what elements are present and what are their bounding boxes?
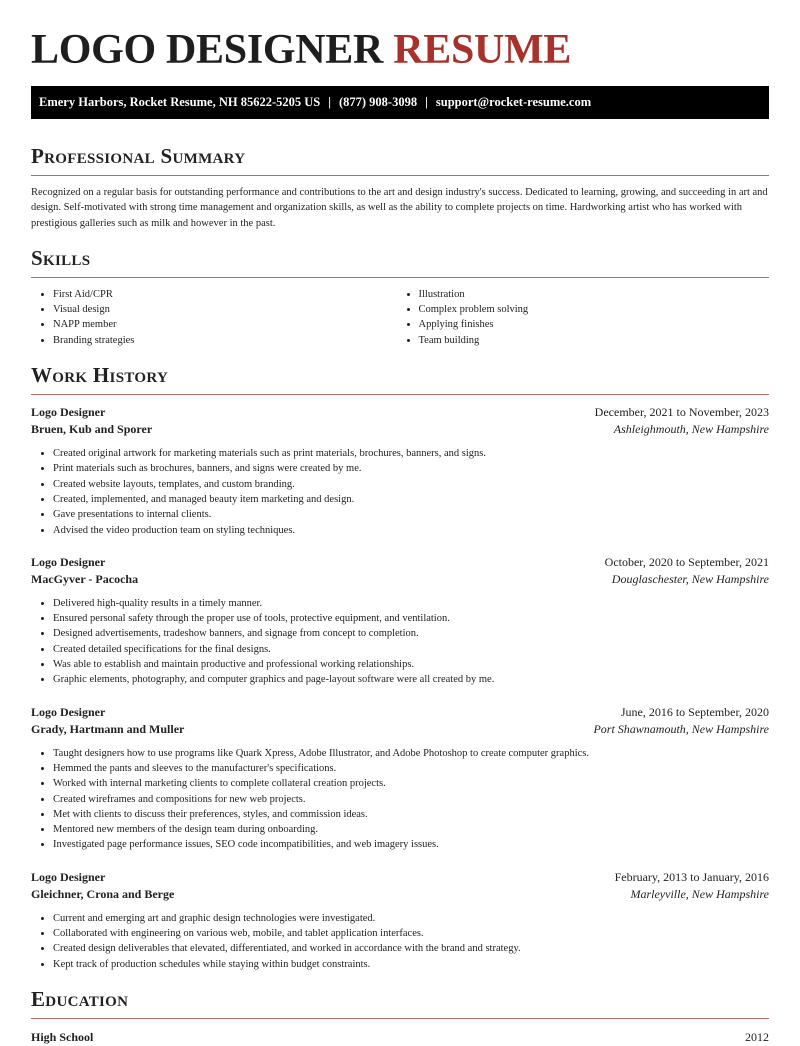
contact-phone: (877) 908-3098 [338,95,418,109]
title-accent: RESUME [393,27,572,73]
summary-section [31,143,769,231]
skills-heading: Skills [31,245,91,270]
contact-separator: | [425,95,428,109]
job-entry [31,704,769,853]
title-main: LOGO DESIGNER [31,27,384,73]
skill-item: • Illustration [419,287,770,302]
job-duties [31,446,769,538]
job-dates: December, 2021 to November, 2023 [594,405,769,420]
job-location: Douglaschester, New Hampshire [611,571,769,586]
job-title: Logo Designer [31,405,106,420]
job-duties [31,596,769,688]
duty-item: • Created, implemented, and managed beauty item marketing and design. [53,492,769,507]
job-location: Marleyville, New Hampshire [630,886,769,901]
duty-item: • Created original artwork for marketing materials such as print materials, brochures, banners, and signs. [53,446,769,461]
section-divider [31,175,769,176]
job-entry [31,554,769,688]
duty-item: • Was able to establish and maintain productive and professional working relationships. [53,657,769,672]
duty-item: • Created design deliverables that elevated, differentiated, and worked in accordance with the brand and strategy. [53,941,769,956]
contact-address: Emery Harbors, Rocket Resume, NH 85622-5205 US [39,95,321,109]
skill-item: • Visual design [53,302,404,317]
skill-item: • Branding strategies [53,333,404,348]
job-location: Ashleighmouth, New Hampshire [613,422,769,437]
contact-bar [31,86,769,119]
education-heading: Education [31,986,129,1011]
duty-item: • Mentored new members of the design team during onboarding. [53,822,769,837]
skill-item: • Complex problem solving [419,302,770,317]
duty-item: • Current and emerging art and graphic design technologies were investigated. [53,911,769,926]
education-year: 2012 [745,1029,769,1044]
duty-item: • Advised the video production team on styling techniques. [53,523,769,538]
skill-item: • Applying finishes [419,317,770,332]
duty-item: • Collaborated with engineering on various web, mobile, and tablet application interfaces. [53,926,769,941]
duty-item: • Created detailed specifications for the final designs. [53,642,769,657]
summary-heading: Professional Summary [31,144,246,168]
duty-item: • Delivered high-quality results in a timely manner. [53,596,769,611]
duty-item: • Created website layouts, templates, and custom branding. [53,477,769,492]
duty-item: • Print materials such as brochures, banners, and signs were created by me. [53,461,769,476]
skills-left-column [31,287,404,348]
skills-right-column [404,287,770,348]
duty-item: • Taught designers how to use programs like Quark Xpress, Adobe Illustrator, and Adobe Photoshop to create computer graphics. [53,746,769,761]
section-divider [31,394,769,395]
skill-item: • NAPP member [53,317,404,332]
duty-item: • Worked with internal marketing clients to complete collateral creation projects. [53,776,769,791]
duty-item: • Kept track of production schedules while staying within budget constraints. [53,957,769,972]
contact-separator: | [328,95,331,109]
resume-title [31,0,769,76]
section-divider [31,1018,769,1019]
job-title: Logo Designer [31,869,106,884]
duty-item: • Met with clients to discuss their preferences, styles, and commission ideas. [53,807,769,822]
job-company: MacGyver - Pacocha [31,571,139,586]
job-location: Port Shawnamouth, New Hampshire [593,721,769,736]
duty-item: • Ensured personal safety through the proper use of tools, protective equipment, and ventilation. [53,611,769,626]
skill-item: • Team building [419,333,770,348]
job-duties [31,911,769,972]
job-duties [31,746,769,853]
duty-item: • Investigated page performance issues, SEO code incompatibilities, and web imagery issues. [53,837,769,852]
education-degree: High School [31,1029,94,1044]
job-dates: October, 2020 to September, 2021 [604,554,769,569]
job-dates: June, 2016 to September, 2020 [620,704,769,719]
job-title: Logo Designer [31,554,106,569]
skills-list [31,287,769,348]
job-company: Grady, Hartmann and Muller [31,721,185,736]
duty-item: • Designed advertisements, tradeshow banners, and signage from concept to completion. [53,626,769,641]
work-heading: Work History [31,363,169,388]
job-company: Gleichner, Crona and Berge [31,886,175,901]
skills-section [31,245,769,348]
duty-item: • Created wireframes and compositions for new web projects. [53,792,769,807]
job-company: Bruen, Kub and Sporer [31,422,153,437]
job-entry [31,869,769,972]
education-section [31,986,769,1046]
contact-email: support@rocket-resume.com [435,95,592,109]
duty-item: • Graphic elements, photography, and computer graphics and page-layout software were all created by me. [53,672,769,687]
duty-item: • Hemmed the pants and sleeves to the manufacturer's specifications. [53,761,769,776]
job-dates: February, 2013 to January, 2016 [614,869,769,884]
job-title: Logo Designer [31,704,106,719]
work-section [31,362,769,972]
section-divider [31,277,769,278]
job-entry [31,404,769,538]
duty-item: • Gave presentations to internal clients. [53,507,769,522]
skill-item: • First Aid/CPR [53,287,404,302]
education-entry [31,1029,769,1046]
summary-text: Recognized on a regular basis for outstanding performance and contributions to the art and design industry's success. Dedicated to learning, growing, and succeeding in art and design. Self-motivated with strong time management and organization skills, as well as the ability to complete projects on time. Hardworking artist who has worked with prestigious galleries such as milk and however in the past. [31,187,768,229]
